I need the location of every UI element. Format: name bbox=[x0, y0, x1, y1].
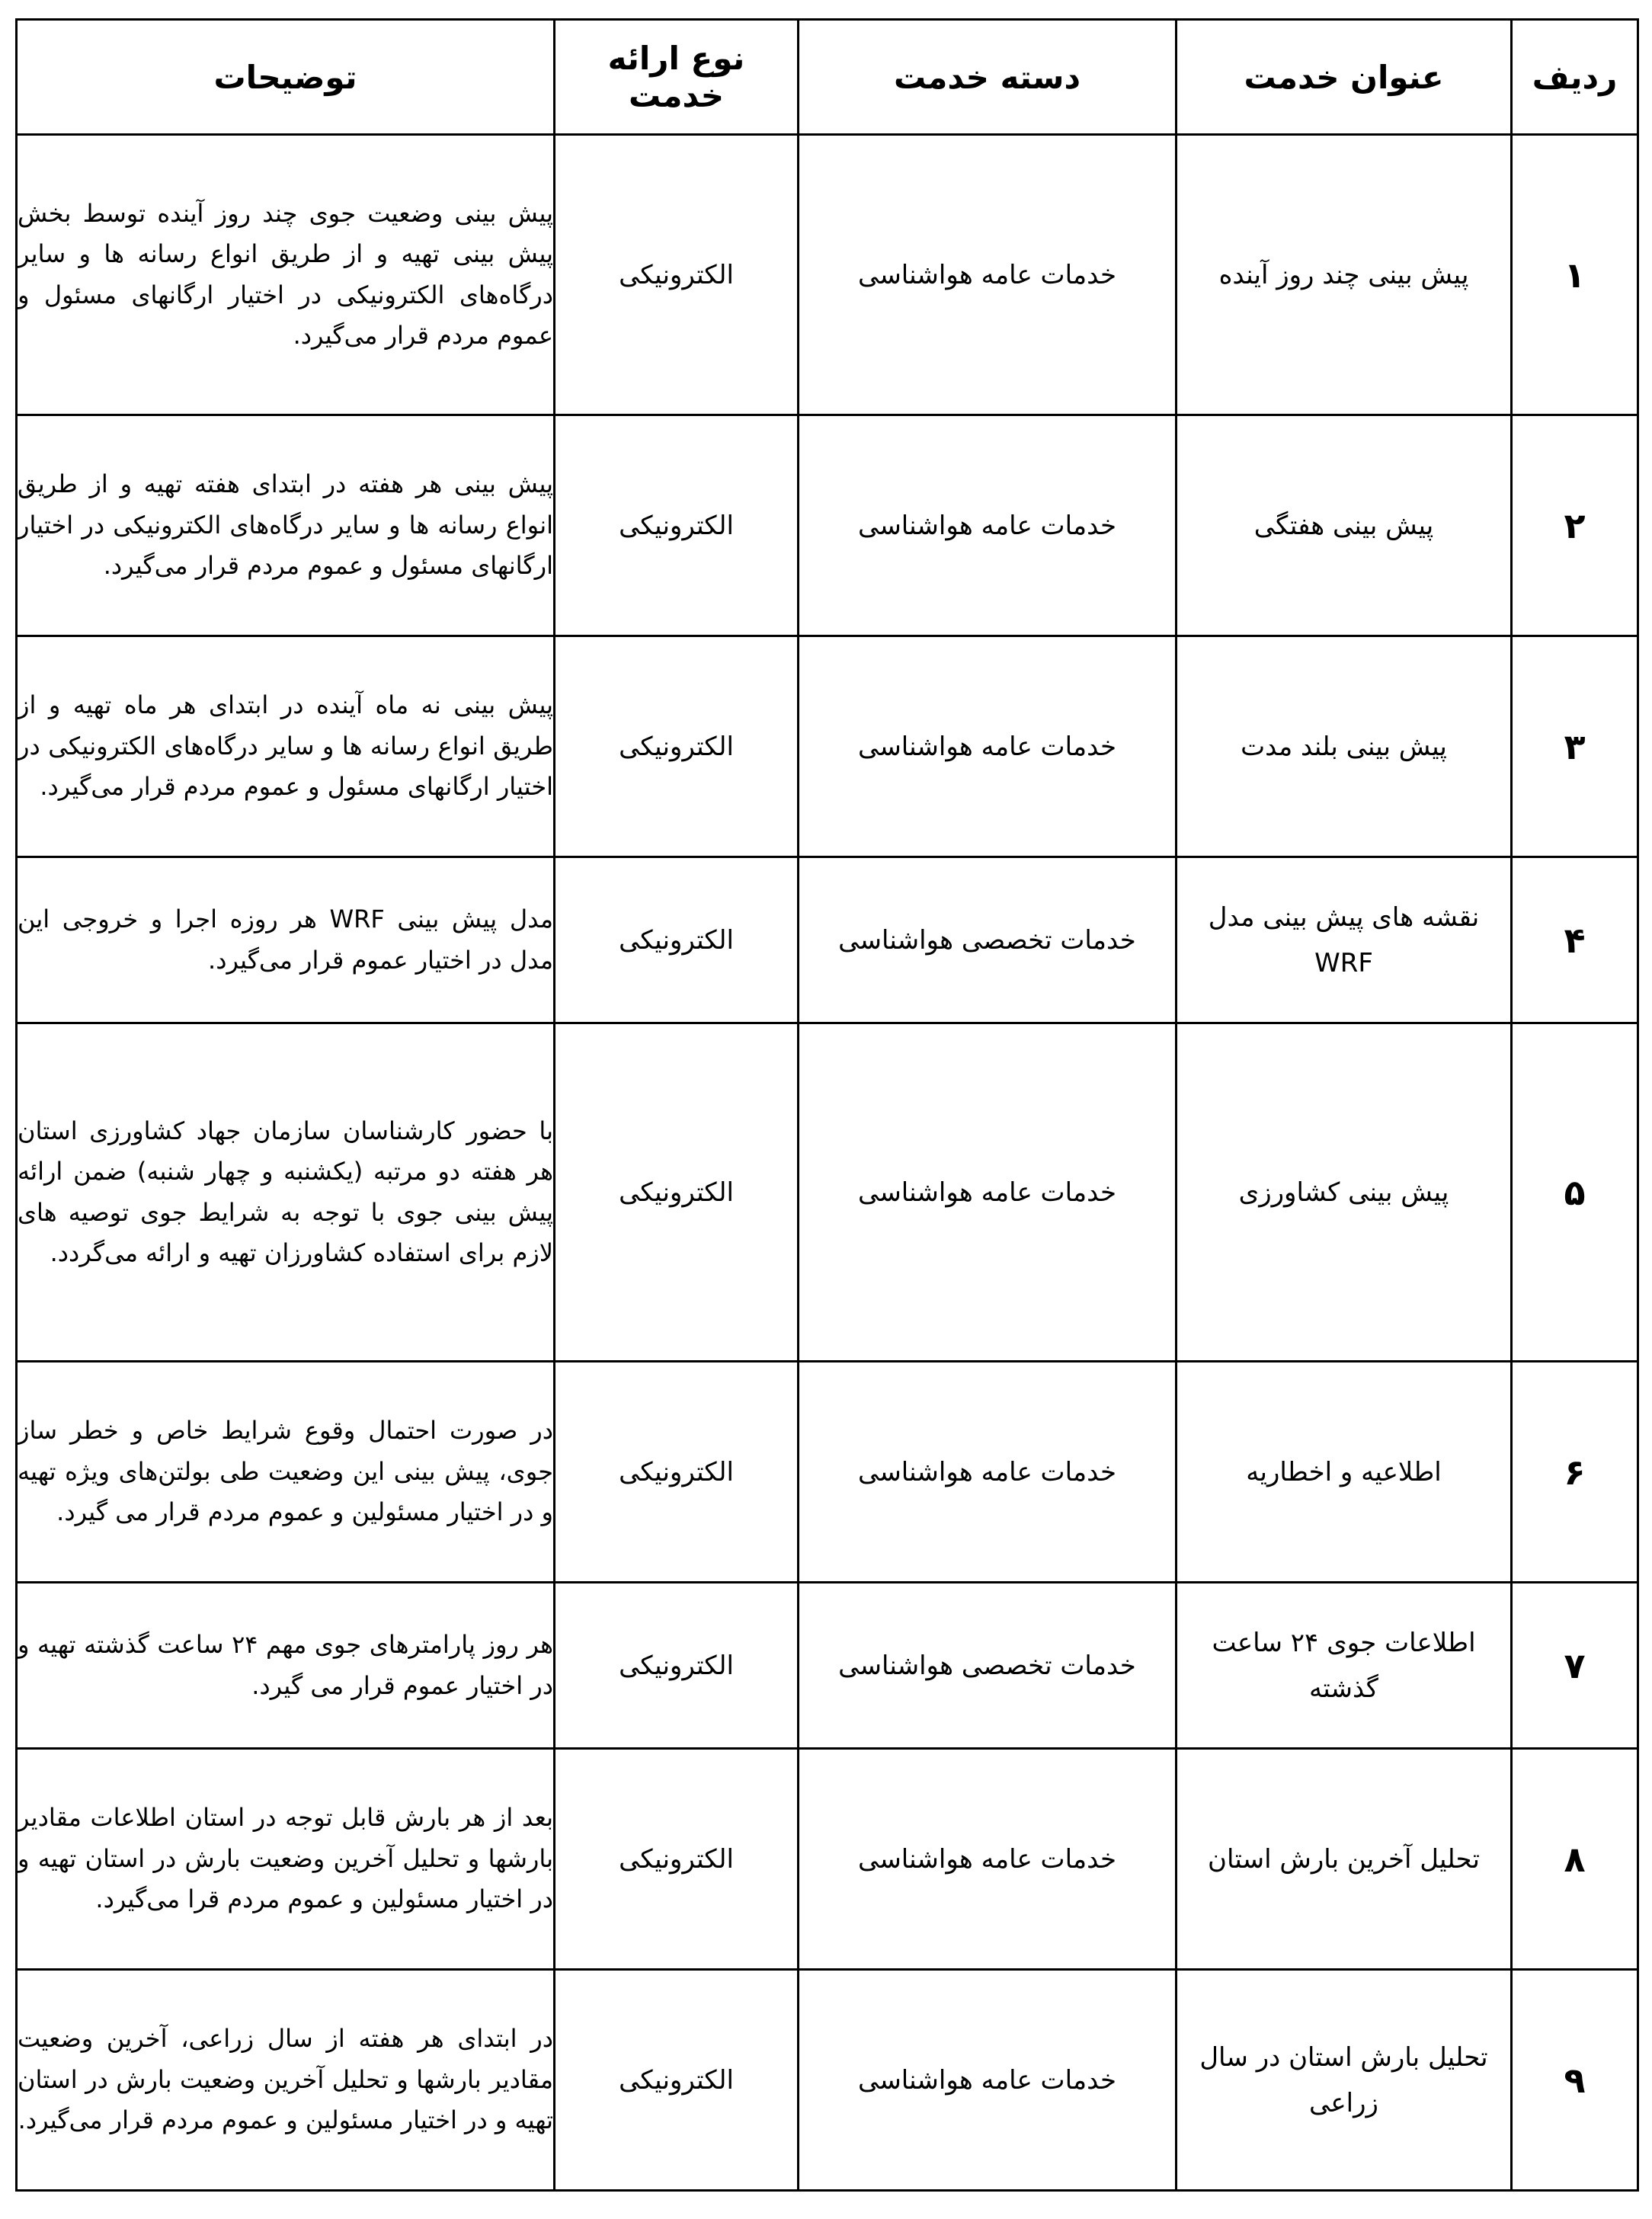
row-index: ۴ bbox=[1512, 857, 1638, 1023]
header-index: ردیف bbox=[1512, 20, 1638, 135]
row-index: ۱ bbox=[1512, 135, 1638, 415]
service-description: در ابتدای هر هفته از سال زراعی، آخرین وضعیت مقادیر بارشها و تحلیل آخرین وضعیت بارش در استان تهیه و در اختیار مسئولین و عموم مردم قرار می‌گیرد. bbox=[17, 1970, 555, 2191]
services-table bbox=[15, 18, 1639, 2192]
header-service-title: عنوان خدمت bbox=[1177, 20, 1512, 135]
table-row bbox=[17, 1749, 1638, 1970]
service-category: خدمات عامه هواشناسی bbox=[799, 1023, 1177, 1362]
table-row bbox=[17, 1362, 1638, 1583]
table-row bbox=[17, 1023, 1638, 1362]
service-title: پیش بینی کشاورزی bbox=[1177, 1023, 1512, 1362]
delivery-type: الکترونیکی bbox=[555, 1023, 799, 1362]
service-description: پیش بینی هر هفته در ابتدای هفته تهیه و از طریق انواع رسانه ها و سایر درگاه‌های الکترونیکی در اختیار ارگانهای مسئول و عموم مردم قرار می‌گیرد. bbox=[17, 415, 555, 636]
service-category: خدمات تخصصی هواشناسی bbox=[799, 857, 1177, 1023]
table-row bbox=[17, 636, 1638, 857]
delivery-type: الکترونیکی bbox=[555, 1749, 799, 1970]
table-header-row bbox=[17, 20, 1638, 135]
service-title: تحلیل بارش استان در سال زراعی bbox=[1177, 1970, 1512, 2191]
service-category: خدمات عامه هواشناسی bbox=[799, 1362, 1177, 1583]
table-row bbox=[17, 415, 1638, 636]
service-title: اطلاعیه و اخطاریه bbox=[1177, 1362, 1512, 1583]
row-index: ۹ bbox=[1512, 1970, 1638, 2191]
header-service-category: دسته خدمت bbox=[799, 20, 1177, 135]
row-index: ۲ bbox=[1512, 415, 1638, 636]
service-title: پیش بینی چند روز آینده bbox=[1177, 135, 1512, 415]
row-index: ۵ bbox=[1512, 1023, 1638, 1362]
delivery-type: الکترونیکی bbox=[555, 415, 799, 636]
header-description: توضیحات bbox=[17, 20, 555, 135]
service-category: خدمات عامه هواشناسی bbox=[799, 1749, 1177, 1970]
table-row bbox=[17, 135, 1638, 415]
delivery-type: الکترونیکی bbox=[555, 135, 799, 415]
service-category: خدمات عامه هواشناسی bbox=[799, 135, 1177, 415]
row-index: ۳ bbox=[1512, 636, 1638, 857]
row-index: ۶ bbox=[1512, 1362, 1638, 1583]
table-row bbox=[17, 1970, 1638, 2191]
document-page bbox=[15, 18, 1637, 2192]
table-row bbox=[17, 857, 1638, 1023]
delivery-type: الکترونیکی bbox=[555, 1583, 799, 1749]
service-title: اطلاعات جوی ۲۴ ساعت گذشته bbox=[1177, 1583, 1512, 1749]
service-description: بعد از هر بارش قابل توجه در استان اطلاعات مقادیر بارشها و تحلیل آخرین وضعیت بارش در استان تهیه و در اختیار مسئولین و عموم مردم قرا می‌گیرد. bbox=[17, 1749, 555, 1970]
table-row bbox=[17, 1583, 1638, 1749]
service-title: پیش بینی هفتگی bbox=[1177, 415, 1512, 636]
delivery-type: الکترونیکی bbox=[555, 636, 799, 857]
delivery-type: الکترونیکی bbox=[555, 857, 799, 1023]
delivery-type: الکترونیکی bbox=[555, 1362, 799, 1583]
row-index: ۸ bbox=[1512, 1749, 1638, 1970]
service-description: در صورت احتمال وقوع شرایط خاص و خطر ساز جوی، پیش بینی این وضعیت طی بولتن‌های ویژه تهیه و در اختیار مسئولین و عموم مردم قرار می گیرد. bbox=[17, 1362, 555, 1583]
delivery-type: الکترونیکی bbox=[555, 1970, 799, 2191]
header-delivery-type: نوع ارائه خدمت bbox=[555, 20, 799, 135]
service-title: تحلیل آخرین بارش استان bbox=[1177, 1749, 1512, 1970]
service-category: خدمات عامه هواشناسی bbox=[799, 415, 1177, 636]
service-title: پیش بینی بلند مدت bbox=[1177, 636, 1512, 857]
service-description: پیش بینی نه ماه آینده در ابتدای هر ماه تهیه و از طریق انواع رسانه ها و سایر درگاه‌های الکترونیکی در اختیار ارگانهای مسئول و عموم مردم قرار می‌گیرد. bbox=[17, 636, 555, 857]
service-description: با حضور کارشناسان سازمان جهاد کشاورزی استان هر هفته دو مرتبه (یکشنبه و چهار شنبه) ضمن ارائه پیش بینی جوی با توجه به شرایط جوی توصیه های لازم برای استفاده کشاورزان تهیه و ارائه می‌گردد. bbox=[17, 1023, 555, 1362]
service-category: خدمات عامه هواشناسی bbox=[799, 636, 1177, 857]
service-description: پیش بینی وضعیت جوی چند روز آینده توسط بخش پیش بینی تهیه و از طریق انواع رسانه ها و سایر درگاه‌های الکترونیکی در اختیار ارگانهای مسئول و عموم مردم قرار می‌گیرد. bbox=[17, 135, 555, 415]
service-category: خدمات تخصصی هواشناسی bbox=[799, 1583, 1177, 1749]
service-description: هر روز پارامترهای جوی مهم ۲۴ ساعت گذشته تهیه و در اختیار عموم قرار می گیرد. bbox=[17, 1583, 555, 1749]
service-title: نقشه های پیش بینی مدل WRF bbox=[1177, 857, 1512, 1023]
row-index: ۷ bbox=[1512, 1583, 1638, 1749]
service-description: مدل پیش بینی WRF هر روزه اجرا و خروجی این مدل در اختیار عموم قرار می‌گیرد. bbox=[17, 857, 555, 1023]
service-category: خدمات عامه هواشناسی bbox=[799, 1970, 1177, 2191]
